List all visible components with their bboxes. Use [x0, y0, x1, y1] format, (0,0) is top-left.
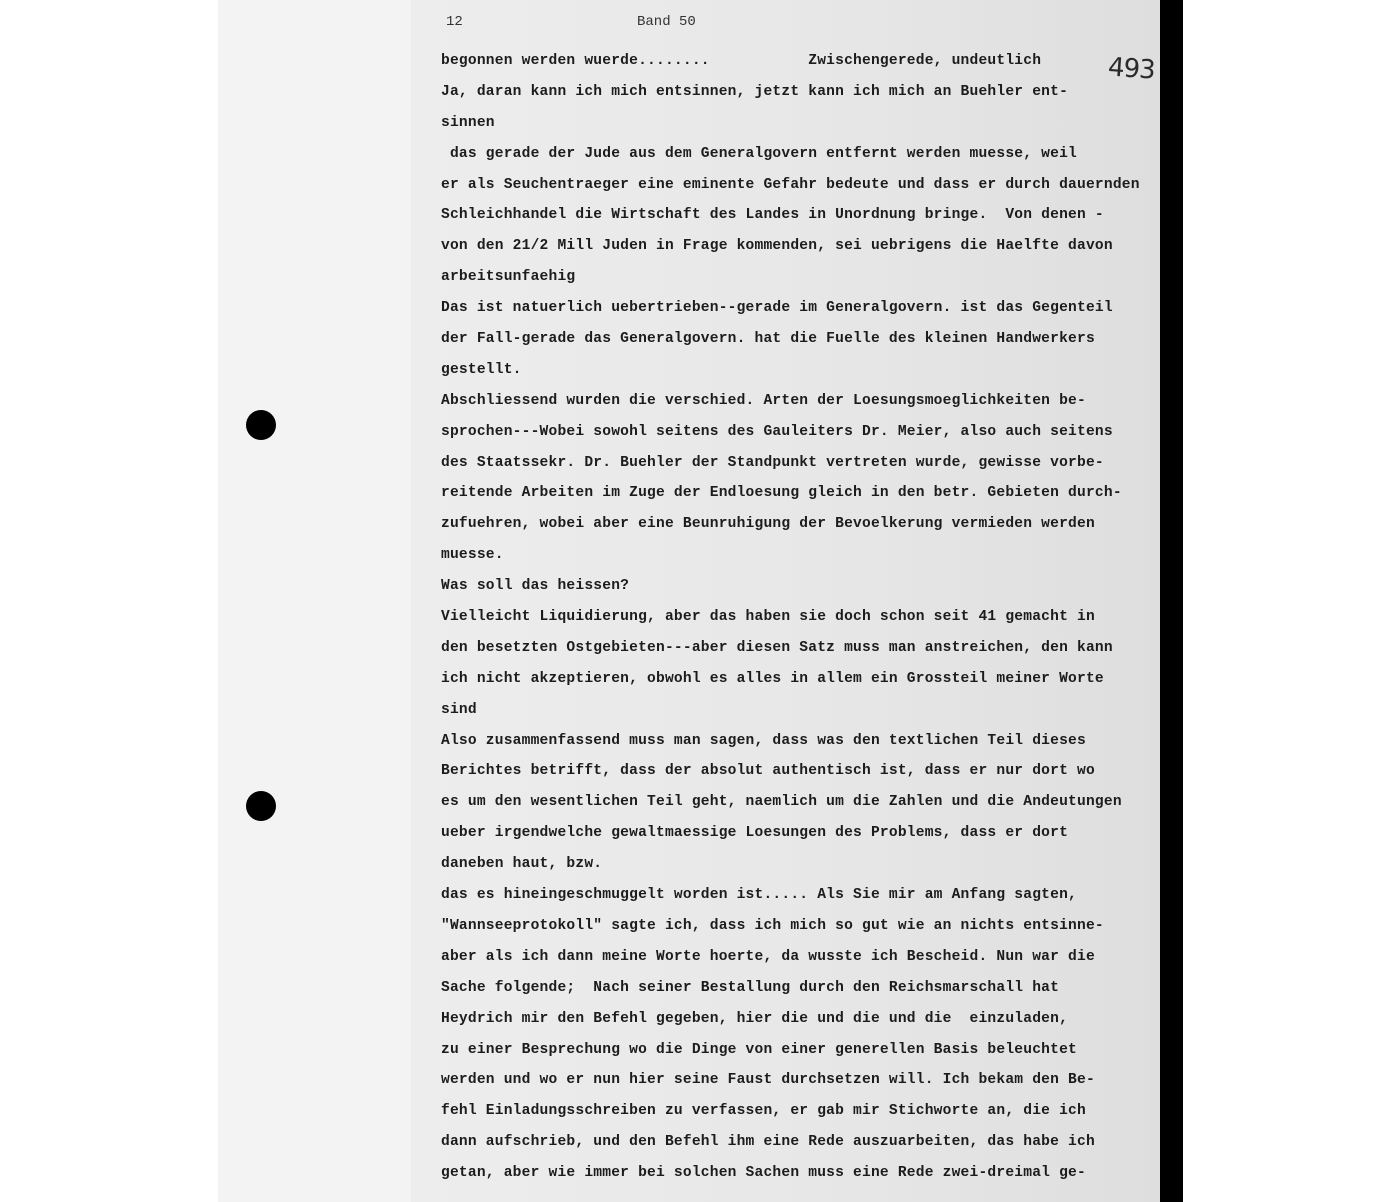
text-line: muesse.	[441, 547, 504, 564]
volume-label: Band 50	[637, 14, 696, 30]
punch-hole-lower	[246, 791, 276, 821]
binder-backing	[218, 0, 411, 1202]
text-line: Also zusammenfassend muss man sagen, dass was den textlichen Teil dieses	[441, 732, 1086, 749]
text-line: begonnen werden wuerde........ Zwischengerede, undeutlich	[441, 53, 1042, 69]
text-line: den besetzten Ostgebieten---aber diesen Satz muss man anstreichen, den kann	[441, 639, 1113, 656]
text-line: Sache folgende; Nach seiner Bestallung durch den Reichsmarschall hat	[441, 979, 1060, 996]
text-line: fehl Einladungsschreiben zu verfassen, er gab mir Stichworte an, die ich	[441, 1103, 1086, 1120]
punch-hole-upper	[246, 410, 276, 440]
text-line: reitende Arbeiten im Zuge der Endloesung gleich in den betr. Gebieten durch-	[441, 485, 1122, 502]
text-line: "Wannseeprotokoll" sagte ich, dass ich mich so gut wie an nichts entsinne-	[441, 917, 1104, 934]
text-line: sind	[441, 701, 477, 718]
text-line: Heydrich mir den Befehl gegeben, hier die und die und die einzuladen,	[441, 1010, 1069, 1027]
text-line: zufuehren, wobei aber eine Beunruhigung der Bevoelkerung vermieden werden	[441, 516, 1095, 533]
text-line: das gerade der Jude aus dem Generalgovern entfernt werden muesse, weil	[441, 145, 1077, 162]
text-line: es um den wesentlichen Teil geht, naemlich um die Zahlen und die Andeutungen	[441, 794, 1122, 811]
page-number: 12	[446, 14, 463, 30]
text-line: dann aufschrieb, und den Befehl ihm eine Rede auszuarbeiten, das habe ich	[441, 1134, 1095, 1151]
handwritten-folio-number: 493	[1107, 52, 1156, 86]
page-body	[441, 46, 1146, 1189]
text-line: Abschliessend wurden die verschied. Arten der Loesungsmoeglichkeiten be-	[441, 392, 1086, 409]
text-line: aber als ich dann meine Worte hoerte, da wusste ich Bescheid. Nun war die	[441, 948, 1095, 965]
text-line: zu einer Besprechung wo die Dinge von einer generellen Basis beleuchtet	[441, 1041, 1077, 1058]
text-line: daneben haut, bzw.	[441, 856, 603, 873]
text-line: er als Seuchentraeger eine eminente Gefahr bedeute und dass er durch dauernden	[441, 176, 1140, 193]
typewritten-page	[411, 0, 1160, 1202]
text-line: Ja, daran kann ich mich entsinnen, jetzt kann ich mich an Buehler ent-	[441, 83, 1069, 100]
text-line: getan, aber wie immer bei solchen Sachen muss eine Rede zwei-dreimal ge-	[441, 1165, 1086, 1182]
text-line: der Fall-gerade das Generalgovern. hat die Fuelle des kleinen Handwerkers	[441, 331, 1095, 348]
text-line: das es hineingeschmuggelt worden ist..... Als Sie mir am Anfang sagten,	[441, 887, 1077, 904]
text-line: Berichtes betrifft, dass der absolut authentisch ist, dass er nur dort wo	[441, 763, 1095, 780]
text-line: sinnen	[441, 114, 495, 131]
text-line: werden und wo er nun hier seine Faust durchsetzen will. Ich bekam den Be-	[441, 1072, 1095, 1089]
text-line: arbeitsunfaehig	[441, 269, 576, 286]
text-line: des Staatssekr. Dr. Buehler der Standpunkt vertreten wurde, gewisse vorbe-	[441, 454, 1104, 471]
text-line: ich nicht akzeptieren, obwohl es alles in allem ein Grossteil meiner Worte	[441, 670, 1104, 687]
scanned-document	[218, 0, 1183, 1202]
text-line: ueber irgendwelche gewaltmaessige Loesungen des Problems, dass er dort	[441, 825, 1069, 842]
text-line: Das ist natuerlich uebertrieben--gerade im Generalgovern. ist das Gegenteil	[441, 300, 1113, 317]
text-line: Vielleicht Liquidierung, aber das haben sie doch schon seit 41 gemacht in	[441, 609, 1095, 626]
scan-border	[1160, 0, 1183, 1202]
text-line: Schleichhandel die Wirtschaft des Landes in Unordnung bringe. Von denen -	[441, 207, 1104, 224]
text-line: von den 21/2 Mill Juden in Frage kommenden, sei uebrigens die Haelfte davon	[441, 238, 1113, 255]
text-line: gestellt.	[441, 361, 522, 378]
text-line: Was soll das heissen?	[441, 578, 630, 595]
text-line: sprochen---Wobei sowohl seitens des Gauleiters Dr. Meier, also auch seitens	[441, 423, 1113, 440]
